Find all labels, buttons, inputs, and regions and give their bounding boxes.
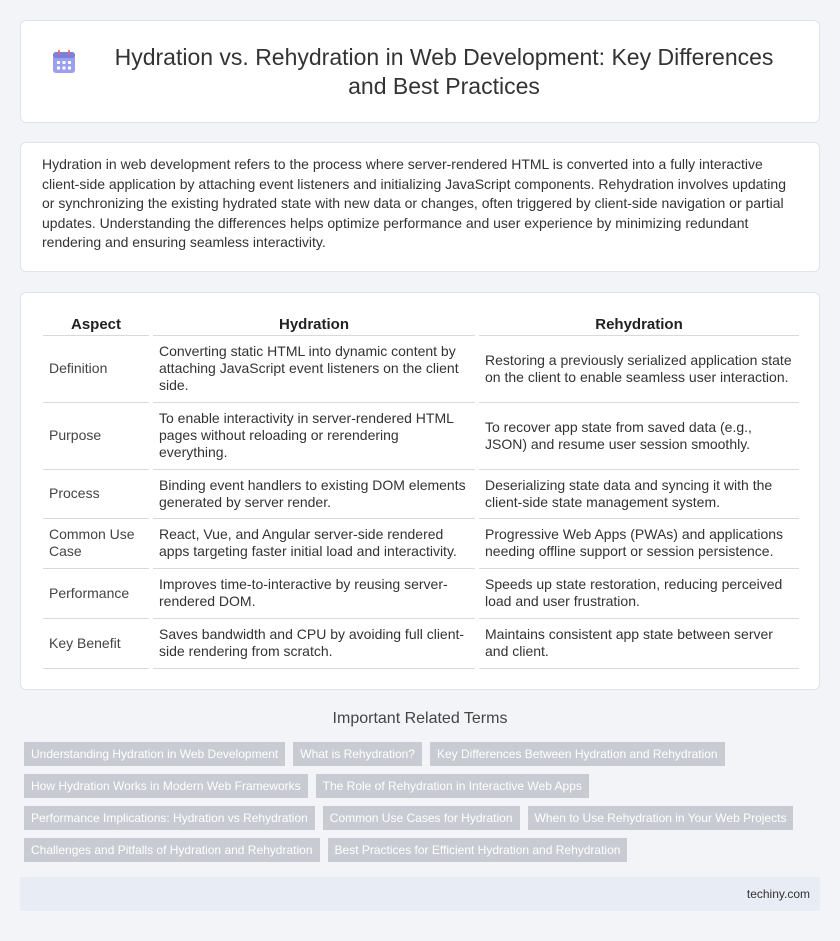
related-terms-title: Important Related Terms: [332, 710, 508, 727]
rehydration-cell: Deserializing state data and syncing it with the client-side state management system.: [477, 469, 799, 518]
related-term-tag[interactable]: Understanding Hydration in Web Development: [24, 742, 285, 766]
table-row: [43, 469, 799, 518]
related-terms-list: [24, 742, 820, 870]
related-term-tag[interactable]: Challenges and Pitfalls of Hydration and Rehydration: [24, 838, 320, 862]
rehydration-cell: To recover app state from saved data (e.g., JSON) and resume user session smoothly.: [477, 402, 799, 469]
aspect-cell: Common Use Case: [43, 518, 151, 568]
comparison-table: [43, 307, 799, 669]
footer: [20, 877, 820, 911]
aspect-cell: Key Benefit: [43, 618, 151, 668]
aspect-cell: Definition: [43, 335, 151, 402]
hydration-cell: Saves bandwidth and CPU by avoiding full client-side rendering from scratch.: [151, 618, 477, 668]
related-term-tag[interactable]: Key Differences Between Hydration and Rehydration: [430, 742, 725, 766]
intro-card: [20, 142, 820, 272]
calendar-grid-icon: [51, 49, 77, 75]
related-term-tag[interactable]: Best Practices for Efficient Hydration and Rehydration: [328, 838, 628, 862]
table-row: [43, 402, 799, 469]
table-row: [43, 568, 799, 618]
rehydration-cell: Speeds up state restoration, reducing perceived load and user frustration.: [477, 568, 799, 618]
related-term-tag[interactable]: Common Use Cases for Hydration: [323, 806, 520, 830]
rehydration-cell: Progressive Web Apps (PWAs) and applications needing offline support or session persistence.: [477, 518, 799, 568]
related-term-tag[interactable]: When to Use Rehydration in Your Web Projects: [528, 806, 794, 830]
table-header-row: [43, 307, 799, 335]
header-rehydration: Rehydration: [477, 307, 799, 335]
page-title: Hydration vs. Rehydration in Web Development: Key Differences and Best Practices: [114, 43, 774, 99]
aspect-cell: Purpose: [43, 402, 151, 469]
hydration-cell: React, Vue, and Angular server-side rendered apps targeting faster initial load and interactivity.: [151, 518, 477, 568]
hydration-cell: To enable interactivity in server-rendered HTML pages without reloading or rerendering everything.: [151, 402, 477, 469]
aspect-cell: Performance: [43, 568, 151, 618]
hydration-cell: Converting static HTML into dynamic content by attaching JavaScript event listeners on the client side.: [151, 335, 477, 402]
hydration-cell: Binding event handlers to existing DOM elements generated by server render.: [151, 469, 477, 518]
related-term-tag[interactable]: What is Rehydration?: [293, 742, 422, 766]
related-term-tag[interactable]: Performance Implications: Hydration vs Rehydration: [24, 806, 315, 830]
related-term-tag[interactable]: The Role of Rehydration in Interactive Web Apps: [316, 774, 589, 798]
rehydration-cell: Maintains consistent app state between server and client.: [477, 618, 799, 668]
table-row: [43, 518, 799, 568]
header-card: [20, 20, 820, 123]
header-aspect: Aspect: [43, 307, 151, 335]
hydration-cell: Improves time-to-interactive by reusing server-rendered DOM.: [151, 568, 477, 618]
related-term-tag[interactable]: How Hydration Works in Modern Web Frameworks: [24, 774, 308, 798]
header-hydration: Hydration: [151, 307, 477, 335]
intro-text: Hydration in web development refers to the process where server-rendered HTML is converted into a fully interactive client-side application by attaching event listeners and initializing JavaScript components. Rehydration involves updating or synchronizing the existing hydrated state with new data or changes, often triggered by client-side navigation or partial updates. Understanding the differences helps optimize performance and user experience by minimizing redundant rendering and ensuring seamless interactivity.: [42, 156, 786, 250]
comparison-card: [20, 292, 820, 690]
footer-site[interactable]: techiny.com: [746, 887, 810, 901]
table-row: [43, 618, 799, 668]
table-row: [43, 335, 799, 402]
aspect-cell: Process: [43, 469, 151, 518]
rehydration-cell: Restoring a previously serialized application state on the client to enable seamless user interaction.: [477, 335, 799, 402]
